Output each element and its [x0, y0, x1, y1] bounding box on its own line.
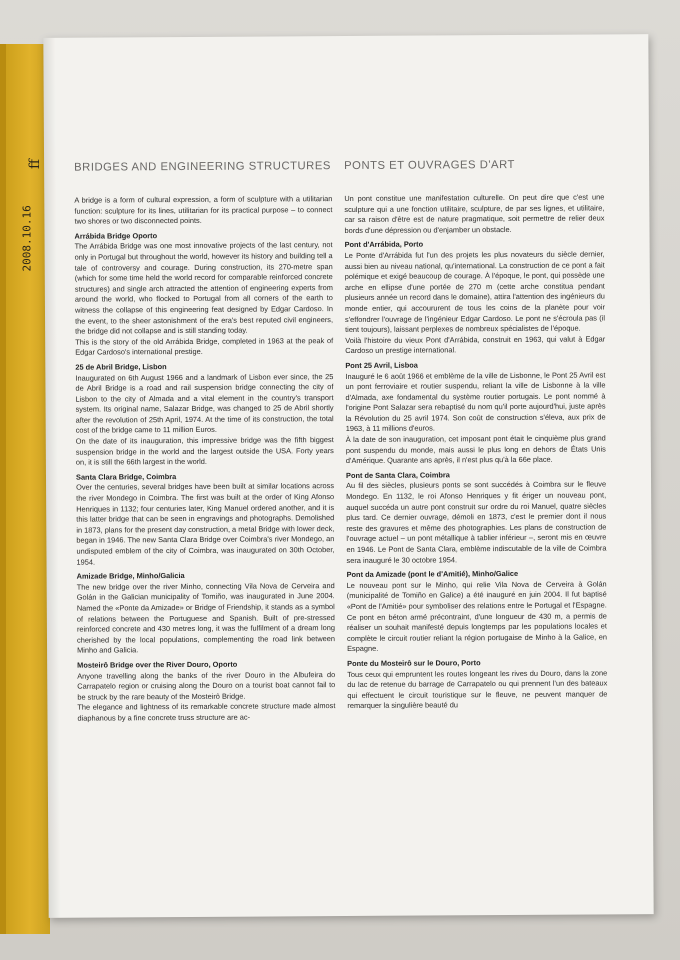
english-sections [75, 230, 336, 724]
section-paragraph: The Arrábida Bridge was one most innovative projects of the last century, not only in Portugal but throughout the world, however its history and building tell a tale of controversy and courage. During construction, its 270-metre span (which for some time held the world record for comparable reinforced concrete structures) and single arch attracted the attention of engineering experts from around the world, who flocked to Portugal from all corners of the earth to witness the collapse of this engineering feat designed by Edgar Cardoso. In the event, to the sheer astonishment of the era's best reputed civil engineers, the bridge did not collapse and is still standing today. [74, 240, 334, 336]
article-section [345, 359, 606, 467]
stamp-mark: ff [26, 159, 43, 169]
article-section [345, 239, 606, 357]
section-title: Amizade Bridge, Minho/Galicia [76, 571, 185, 581]
article-section [347, 657, 607, 712]
section-paragraph: Over the centuries, several bridges have been built at similar locations across the river Mondego in Coimbra. The first was built at the order of King Afonso Henriques in 1132; four centuries later, King Manuel ordered another, and it is this latter bridge that can be seen in engravings and photographs. Demolished in 1873, plans for the present day construction, a metal Bridge with lower deck, began in 1946. The new Santa Clara Bridge over Coimbra's river Mondego, an undisputed emblem of the city of Coimbra, was inaugurated on 30th October, 1954. [76, 481, 335, 567]
section-title: Pont d'Arrábida, Porto [344, 239, 424, 250]
french-sections [345, 239, 608, 712]
article-section [77, 570, 336, 656]
section-paragraph: Voilà l'histoire du vieux Pont d'Arrábida, construit en 1963, qui valut à Edgar Cardoso un prestige international. [345, 334, 606, 356]
french-heading: PONTS ET OUVRAGES D'ART [344, 158, 515, 173]
section-title: 25 de Abril Bridge, Lisbon [75, 362, 167, 372]
article-section [75, 361, 334, 469]
english-intro: A bridge is a form of cultural expression, a form of sculpture with a utilitarian function: sculpture for its lines, utilitarian for its practical purpose – to connect two shores or two disconnected points. [74, 194, 333, 226]
section-title: Pont de Santa Clara, Coimbra [345, 470, 450, 480]
section-title: Mosteirô Bridge over the River Douro, Oporto [77, 659, 238, 670]
section-title: Ponte du Mosteirô sur le Douro, Porto [347, 658, 481, 668]
section-paragraph: Anyone travelling along the banks of the river Douro in the Albufeira do Carrapatelo region or cruising along the Douro on a tourist boat cannot fail to be struck by the rare beauty of the Mosteirô Bridge. [77, 669, 336, 702]
article-section [347, 569, 608, 655]
section-paragraph: On the date of its inauguration, this impressive bridge was the fifth biggest suspension bridge in the world and the largest outside the USA. Forty years on, it is still the 66th largest in the world. [75, 435, 334, 467]
article-section [77, 659, 335, 724]
section-title: Santa Clara Bridge, Coimbra [75, 471, 177, 482]
section-title: Arrábida Bridge Oporto [74, 230, 158, 241]
document-page [43, 34, 653, 918]
section-title: Pont 25 Avril, Lisboa [345, 360, 418, 370]
english-column [74, 160, 335, 727]
section-paragraph: Tous ceux qui empruntent les routes longeant les rives du Douro, dans la zone du lac de retenue du barrage de Carrapatelo ou qui prennent l'un des bateaux qui effectuent le circuit touristique sur le fleuve, ne peuvent manquer de remarquer la singulière beauté du [347, 667, 608, 711]
article-section [346, 469, 607, 566]
section-paragraph: Le Ponte d'Arrábida fut l'un des projets les plus novateurs du siècle dernier, aussi bien au niveau national, qu'international. La construction de ce pont a fait polémique et exigé beaucoup de courage. À l'époque, le pont, qui possède une arche en ellipse d'une portée de 270 m (cette arche constitua pendant plusieurs année un record dans le domaine), attira l'attention des ingénieurs du monde entier, qui accoururent de tous les coins de la planète pour voir s'effondrer l'ouvrage de l'ingénieur Edgar Cardoso. Le pont ne s'écroula pas (il tient toujours), laissant perplexes de nombreux spécialistes de l'époque. [344, 249, 606, 335]
section-paragraph: Inaugurated on 6th August 1966 and a landmark of Lisbon ever since, the 25 de Abril Bridge is a road and rail suspension bridge connecting the city of Lisbon to the city of Almada and a vital element in the country's transport system. Its original name, Salazar Bridge, was changed to 25 de Abril shortly after the revolution of 25th April, 1974. At the time of its construction, the total cost of the bridge came to 11 million Euros. [75, 371, 334, 436]
stamp-date: 2008.10.16 [20, 205, 34, 272]
section-paragraph: This is the story of the old Arrábida Bridge, completed in 1963 at the peak of Edgar Cardoso's international prestige. [75, 335, 334, 357]
section-paragraph: Au fil des siècles, plusieurs ponts se sont succédés à Coimbra sur le fleuve Mondego. En 1132, le roi Afonso Henriques y fit ériger un nouveau pont, auquel succéda un autre pont construit sur ordre du roi Manuel, quatre siècles plus tard. Ce dernier ouvrage, démoli en 1873, c'est le premier dont il nous reste des gravures et même des photographies. Les plans de construction de l'ouvrage actuel – un pont métallique à tablier inférieur –, seront mis en œuvre en 1946. Le Pont de Santa Clara, emblème indiscutable de la ville de Coimbra sera inauguré le 30 octobre 1954. [346, 479, 607, 565]
section-paragraph: À la date de son inauguration, cet imposant pont était le cinquième plus grand pont suspendu du monde, mais aussi le plus long en dehors de États Unis d'Amérique. Quarante ans après, il n'est plus qu'à la 66e place. [345, 433, 606, 466]
section-paragraph: Le nouveau pont sur le Minho, qui relie Vila Nova de Cerveira à Golán (municipalité de Tomiño en Galice) a été inauguré en juin 2004. Il fut baptisé «Pont de l'Amitié» pour symboliser des relations entre le Portugal et l'Espagne. Ce pont en béton armé précontraint, d'une longueur de 430 m, a permis de réaliser un souhait manifesté depuis longtemps par les populations locales et complète le circuit routier reliant la région portugaise de Minho à la Galice, en Espagne. [346, 579, 608, 654]
handwritten-date-stamp [8, 150, 48, 270]
section-paragraph: The new bridge over the river Minho, connecting Vila Nova de Cerveira and Golán in the Galician municipality of Tomiño, was inaugurated in June 2004. Named the «Ponte da Amizade» or Bridge of Friendship, it stands as a symbol of relations between the Portuguese and Spanish. Built of pre-stressed reinforced concrete and 430 metres long, it was the fulfilment of a dream long cherished by the local populations, complementing the road link between Minho and Galicia. [76, 580, 336, 656]
french-intro: Un pont constitue une manifestation culturelle. On peut dire que c'est une sculpture qui a une fonction utilitaire, sculpture, de par ses lignes, et utilitaire, car sa raison d'être est de nature pragmatique, soit permettre de relier deux bords d'une dépression ou d'enjamber un obstacle. [344, 192, 605, 235]
section-paragraph: Inauguré le 6 août 1966 et emblème de la ville de Lisbonne, le Pont 25 Avril est un pont ferroviaire et routier suspendu, reliant la ville de Lisbonne à la ville d'Almada, axe fondamental du système routier portugais. Le pont nommé à l'origine Pont Salazar sera rebaptisé du nom qu'il porte aujourd'hui, juste après la Révolution du 25 avril 1974. Son coût de construction s'éleva, aux prix de 1963, à 11 millions d'euros. [345, 369, 606, 434]
english-heading: BRIDGES AND ENGINEERING STRUCTURES [74, 160, 331, 174]
article-section [75, 230, 334, 359]
article-section [76, 471, 335, 568]
cover-edge [0, 44, 6, 934]
french-column [344, 158, 607, 714]
section-title: Pont da Amizade (pont le d'Amitié), Minho/Galice [346, 569, 519, 580]
section-paragraph: The elegance and lightness of its remarkable concrete structure made almost diaphanous by a fine concrete truss structure are ac- [77, 701, 336, 723]
